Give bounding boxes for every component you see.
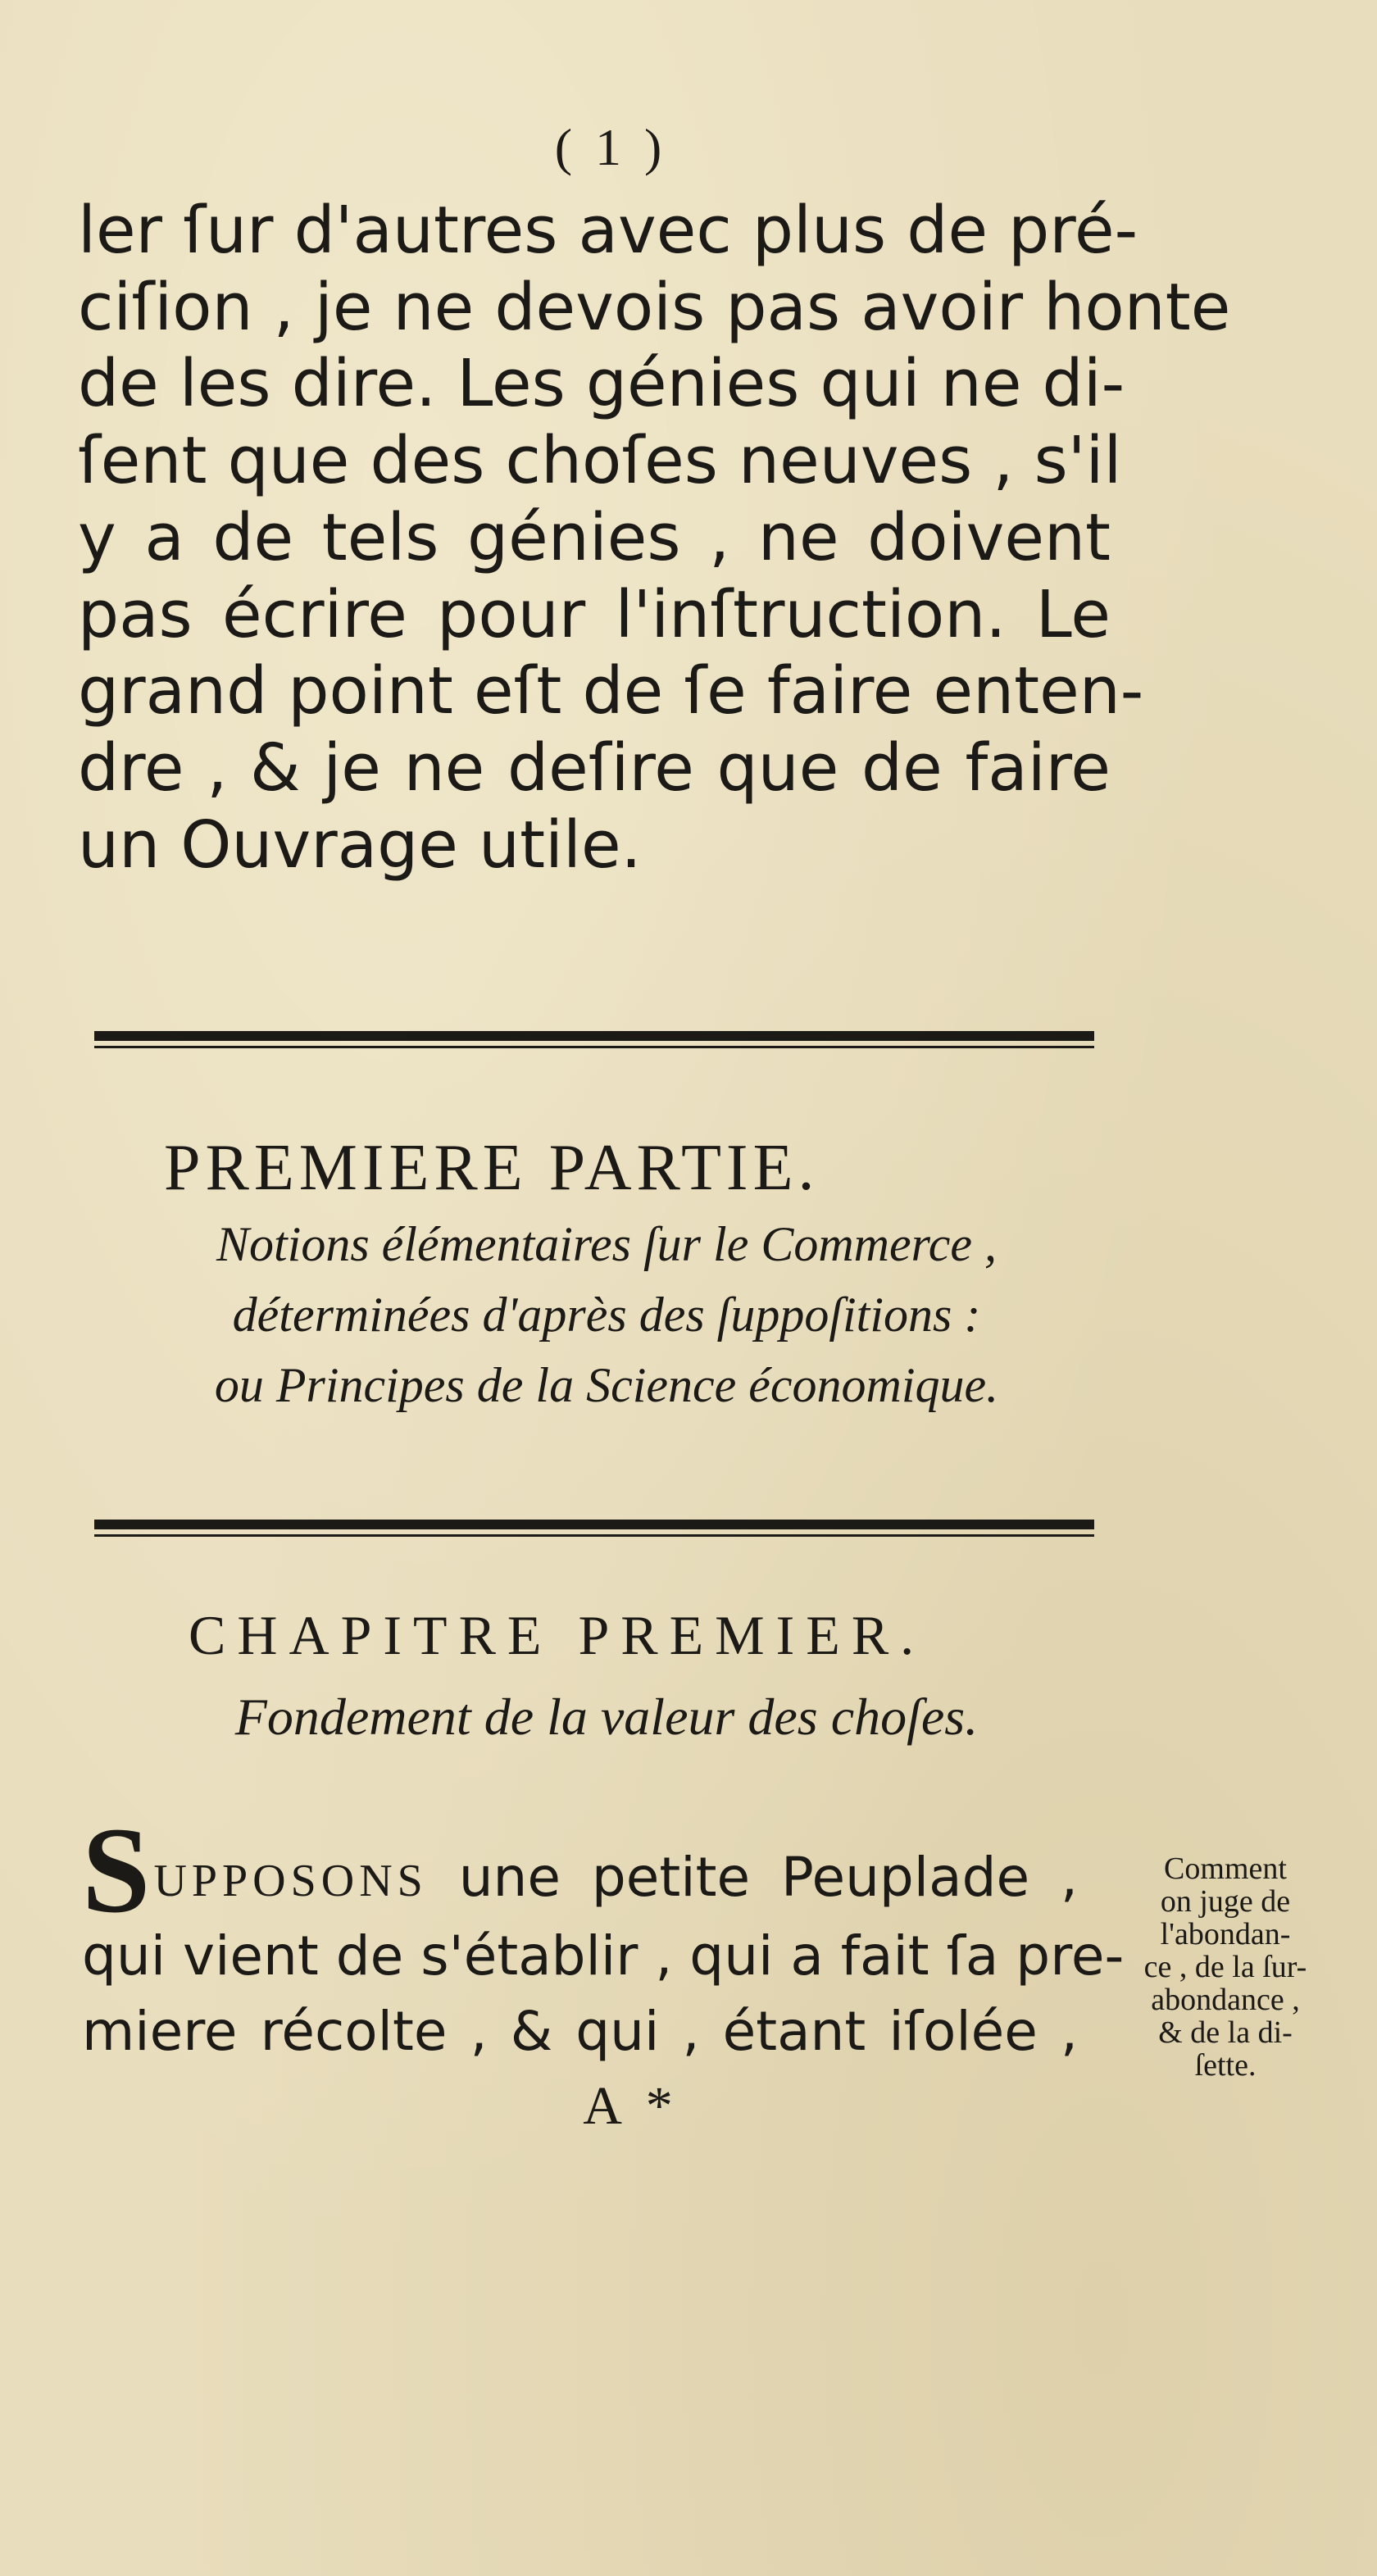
margin-note-line: abondance , (1151, 1983, 1300, 2017)
chapter-heading: CHAPITRE PREMIER. (189, 1604, 926, 1666)
page-number: ( 1 ) (554, 118, 667, 176)
text-line: grand point eſt de ſe faire enten- (78, 653, 1144, 729)
margin-note-line: ſette. (1194, 2048, 1257, 2083)
text-line: ler ſur d'autres avec plus de pré- (78, 193, 1138, 268)
text-line: miere récolte , & qui , étant iſolée , (82, 2000, 1078, 2063)
margin-note-line: & de la di- (1158, 2015, 1293, 2050)
small-caps-word: UPPOSONS (153, 1856, 428, 1906)
chapter-subtitle: Fondement de la valeur des choſes. (234, 1688, 979, 1746)
drop-cap: S (82, 1802, 151, 1938)
text-line: un Ouvrage utile. (78, 806, 642, 883)
text-line: de les dire. Les génies qui ne di- (78, 346, 1125, 422)
chapter-paragraph (82, 1802, 1125, 2069)
text-fragment: une petite Peuplade , (427, 1846, 1078, 1909)
part-heading: PREMIERE PARTIE. (164, 1132, 820, 1204)
text-line: ſent que des choſes neuves , s'il (78, 423, 1122, 499)
part-subtitle (98, 1209, 1115, 1420)
text-line (82, 1840, 1078, 1919)
margin-note-line: ce , de la ſur- (1143, 1950, 1307, 1984)
text-line: dre , & je ne deſire que de faire (78, 729, 1111, 806)
text-line: ciſion , je ne devois pas avoir honte (78, 269, 1231, 345)
margin-note-line: Comment (1164, 1851, 1287, 1886)
divider-rule-thin (94, 1046, 1094, 1048)
divider-rule (94, 1031, 1094, 1041)
subtitle-line: ou Principes de la Science économique. (214, 1358, 999, 1412)
text-line: qui vient de s'établir , qui a fait ſa pre- (82, 1924, 1125, 1988)
margin-note (1119, 1852, 1332, 2082)
divider-rule (94, 1520, 1094, 1529)
text-line: y a de tels génies , ne doivent (78, 499, 1111, 575)
margin-note-line: l'abondan- (1160, 1917, 1291, 1951)
divider-rule-thin (94, 1534, 1094, 1537)
subtitle-line: déterminées d'après des ſuppoſitions : (232, 1288, 981, 1342)
text-line: pas écrire pour l'inſtruction. Le (78, 576, 1111, 652)
opening-paragraph (78, 193, 1231, 884)
signature-mark: A * (583, 2076, 679, 2136)
margin-note-line: on juge de (1160, 1884, 1291, 1919)
subtitle-line: Notions élémentaires ſur le Commerce , (216, 1217, 998, 1271)
